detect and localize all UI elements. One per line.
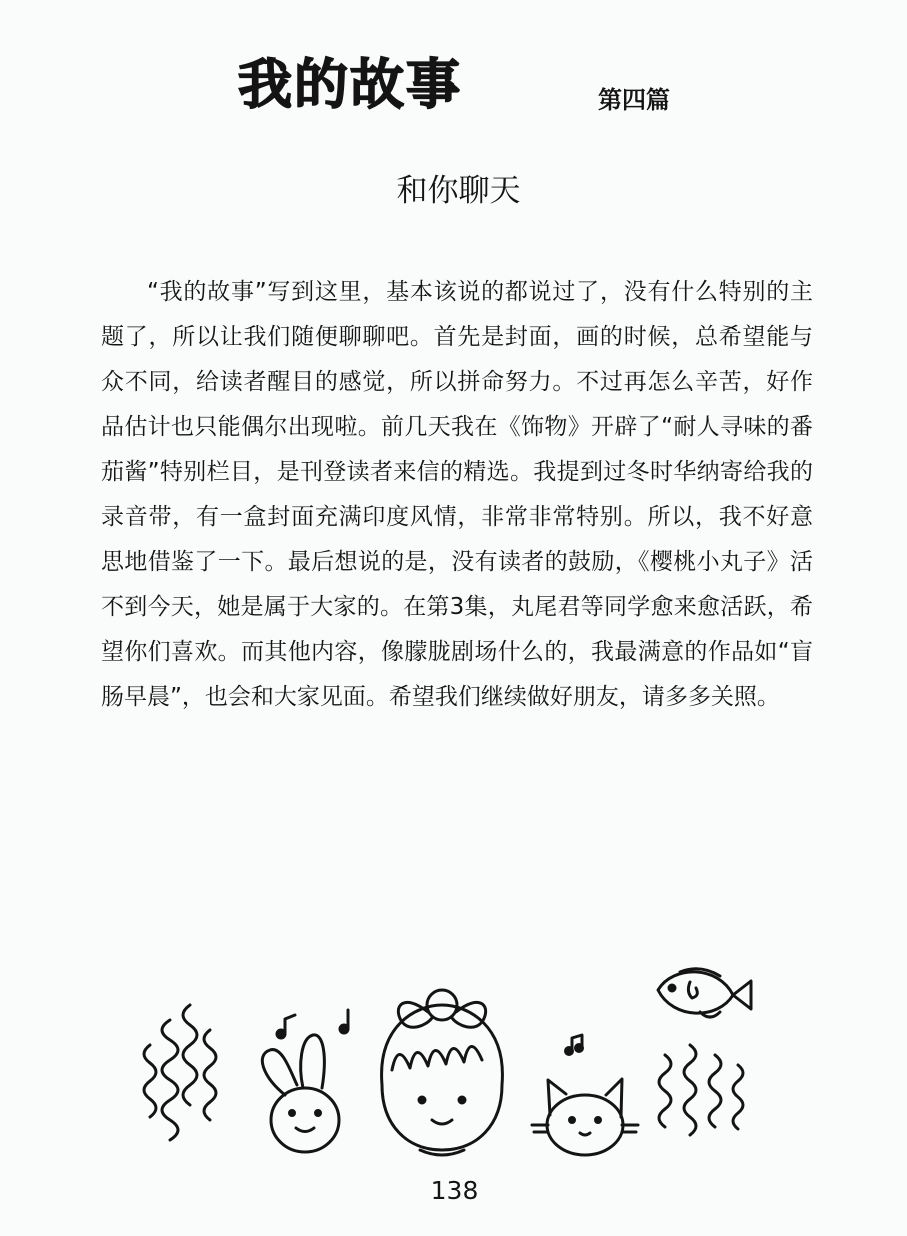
doodle-illustration (110, 960, 790, 1170)
article-body: “我的故事”写到这里，基本该说的都说过了，没有什么特别的主题了，所以让我们随便聊聊吧。首先是封面，画的时候，总希望能与众不同，给读者醒目的感觉，所以拼命努力。不过再怎么辛苦，好作品估计也只能偶尔出现啦。前几天我在《饰物》开辟了“耐人寻味的番茄酱”特别栏目，是刊登读者来信的精选。我提到过冬时华纳寄给我的录音带，有一盒封面充满印度风情，非常非常特别。所以，我不好意思地借鉴了一下。最后想说的是，没有读者的鼓励，《樱桃小丸子》活不到今天，她是属于大家的。在第3集，丸尾君等同学愈来愈活跃，希望你们喜欢。而其他内容，像朦胧剧场什么的，我最满意的作品如“盲肠早晨”，也会和大家见面。希望我们继续做好朋友，请多多关照。 (101, 279, 813, 710)
music-note-icon (566, 1035, 583, 1055)
girl-icon (382, 990, 503, 1155)
cat-icon (532, 1079, 638, 1155)
rabbit-icon (262, 1035, 339, 1152)
page-title: 我的故事 (238, 53, 462, 116)
wavy-lines-left-icon (144, 1005, 216, 1140)
chapter-label: 第四篇 (598, 86, 670, 114)
wavy-lines-right-icon (659, 1045, 743, 1135)
page-number: 138 (430, 1176, 479, 1205)
fish-icon (658, 969, 751, 1017)
article-title: 和你聊天 (396, 173, 521, 209)
